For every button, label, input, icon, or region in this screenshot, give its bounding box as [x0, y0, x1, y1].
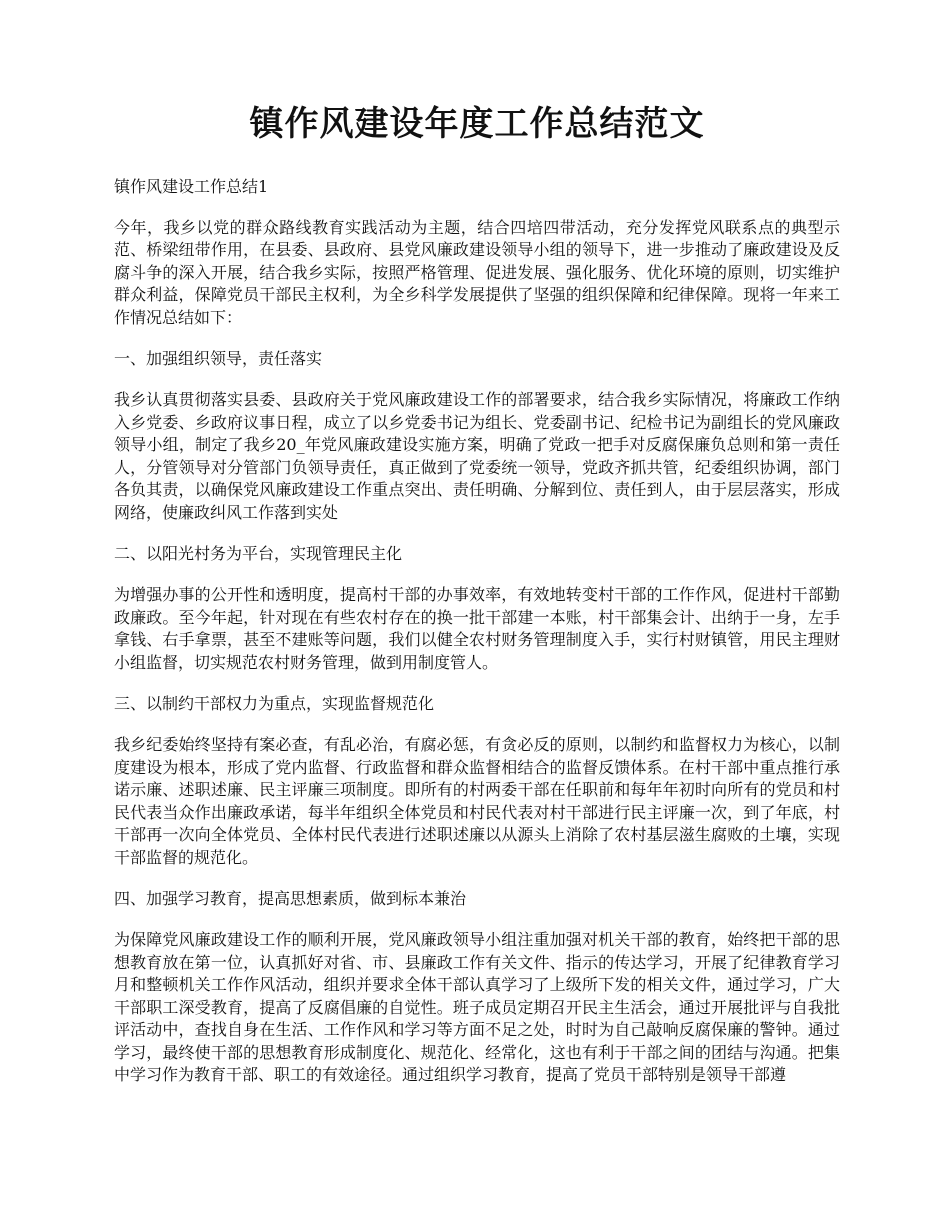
- section-body-3: 我乡纪委始终坚持有案必查，有乱必治，有腐必惩，有贪必反的原则，以制约和监督权力为核心，以制度建设为根本，形成了党内监督、行政监督和群众监督相结合的监督反馈体系。在村干部中重点推行承诺示廉、述职述廉、民主评廉三项制度。即所有的村两委干部在任职前和每年年初时向所有的党员和村民代表当众作出廉政承诺，每半年组织全体党员和村民代表对村干部进行民主评廉一次，到了年底，村干部再一次向全体党员、全体村民代表进行述职述廉以从源头上消除了农村基层滋生腐败的土壤，实现干部监督的规范化。: [114, 735, 840, 867]
- section-heading-3: 三、以制约干部权力为重点，实现监督规范化: [114, 694, 435, 714]
- section-body-2: 为增强办事的公开性和透明度，提高村干部的办事效率，有效地转变村干部的工作作风，促进村干部勤政廉政。至今年起，针对现在有些农村存在的换一批干部建一本账，村干部集会计、出纳于一身，左手拿钱、右手拿票，甚至不建账等问题，我们以健全农村财务管理制度入手，实行村财镇管，用民主理财小组监督，切实规范农村财务管理，做到用制度管人。: [114, 585, 840, 672]
- section-body-4: 为保障党风廉政建设工作的顺利开展，党风廉政领导小组注重加强对机关干部的教育，始终把干部的思想教育放在第一位，认真抓好对省、市、县廉政工作有关文件、指示的传达学习，开展了纪律教育学习月和整顿机关工作作风活动，组织并要求全体干部认真学习了上级所下发的相关文件，通过学习，广大干部职工深受教育，提高了反腐倡廉的自觉性。班子成员定期召开民主生活会，通过开展批评与自我批评活动中，查找自身在生活、工作作风和学习等方面不足之处，时时为自己敲响反腐保廉的警钟。通过学习，最终使干部的思想教育形成制度化、规范化、经常化，这也有利于干部之间的团结与沟通。把集中学习作为教育干部、职工的有效途径。通过组织学习教育，提高了党员干部特别是领导干部遵: [114, 930, 840, 1085]
- section-body-1: 我乡认真贯彻落实县委、县政府关于党风廉政建设工作的部署要求，结合我乡实际情况，将廉政工作纳入乡党委、乡政府议事日程，成立了以乡党委书记为组长、党委副书记、纪检书记为副组长的党风廉政领导小组，制定了我乡20_年党风廉政建设实施方案，明确了党政一把手对反腐保廉负总则和第一责任人，分管领导对分管部门负领导责任，真正做到了党委统一领导，党政齐抓共管，纪委组织协调，部门各负其责，以确保党风廉政建设工作重点突出、责任明确、分解到位、责任到人，由于层层落实，形成网络，使廉政纠风工作落到实处: [114, 390, 840, 522]
- intro-paragraph: 今年，我乡以党的群众路线教育实践活动为主题，结合四培四带活动，充分发挥党风联系点的典型示范、桥梁纽带作用，在县委、县政府、县党风廉政建设领导小组的领导下，进一步推动了廉政建设及反腐斗争的深入开展，结合我乡实际，按照严格管理、促进发展、强化服务、优化环境的原则，切实维护群众利益，保障党员干部民主权利，为全乡科学发展提供了坚强的组织保障和纪律保障。现将一年来工作情况总结如下：: [114, 217, 840, 327]
- document-subtitle: 镇作风建设工作总结1: [114, 176, 269, 196]
- section-heading-4: 四、加强学习教育，提高思想素质，做到标本兼治: [114, 889, 467, 909]
- document-page: [114, 104, 840, 1105]
- document-title: 镇作风建设年度工作总结范文: [249, 104, 705, 144]
- section-heading-2: 二、以阳光村务为平台，实现管理民主化: [114, 544, 403, 564]
- section-heading-1: 一、加强组织领导，责任落实: [114, 349, 323, 369]
